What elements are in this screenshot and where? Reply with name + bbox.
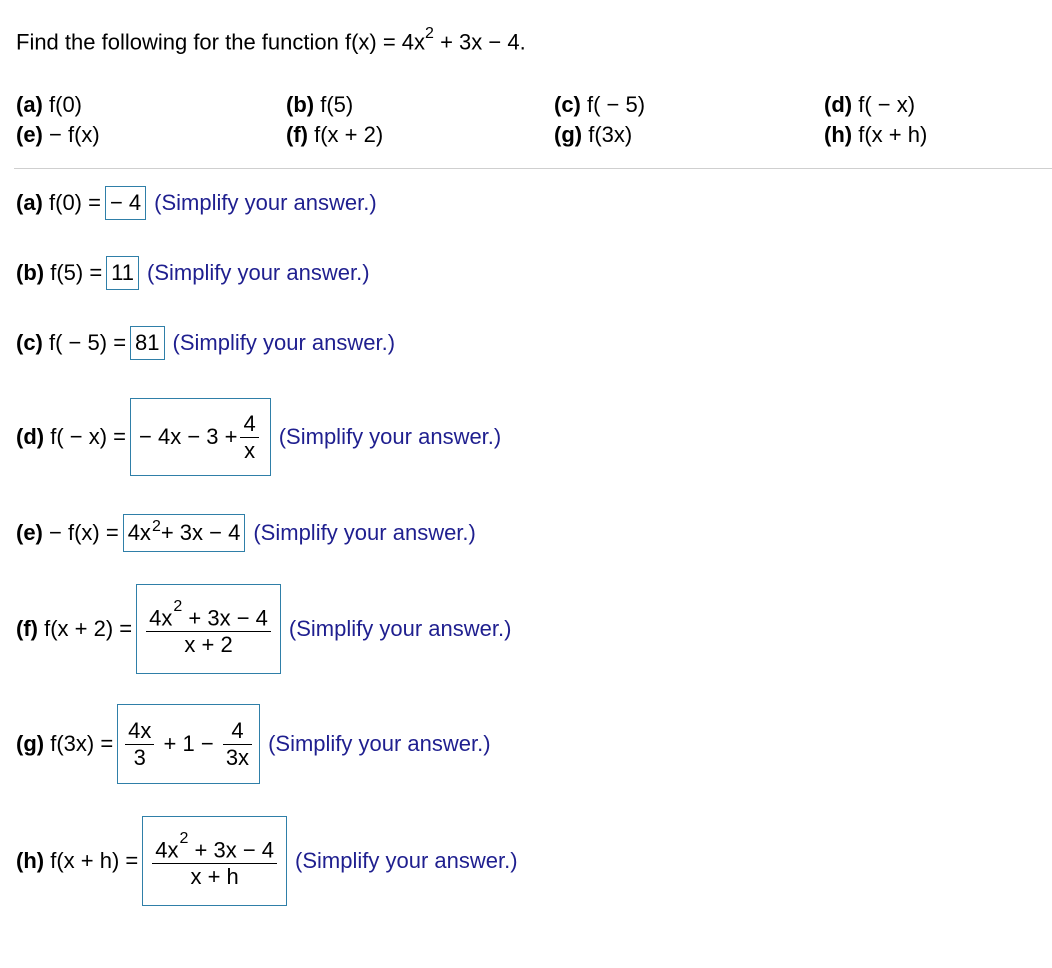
simplify-hint: (Simplify your answer.) xyxy=(295,848,518,873)
simplify-hint: (Simplify your answer.) xyxy=(172,330,396,355)
answer-lhs: − f(x) = xyxy=(42,520,119,545)
answer-base: 4x xyxy=(127,520,151,545)
answer-value: 81 xyxy=(135,330,160,355)
answer-value: − 4 xyxy=(109,190,142,215)
answer-lhs: f(x + h) = xyxy=(44,848,139,873)
answer-row-h xyxy=(16,816,518,906)
fraction xyxy=(125,718,154,771)
answer-value: 11 xyxy=(111,260,135,285)
part-letter: (a) xyxy=(16,92,43,117)
part-list-c xyxy=(554,92,645,118)
answer-row-f xyxy=(16,584,511,674)
answer-row-a xyxy=(16,186,377,220)
answer-lhs: f( − 5) = xyxy=(42,330,127,355)
simplify-hint: (Simplify your answer.) xyxy=(268,731,491,756)
question-prefix: Find the following for the function f(x) = 4x xyxy=(16,29,426,55)
answer-row-g xyxy=(16,704,491,784)
answer-letter: (g) xyxy=(16,731,45,756)
question-text xyxy=(16,25,526,55)
part-list-h xyxy=(824,122,927,148)
fraction-numerator: 4x xyxy=(128,717,152,743)
answer-row-e xyxy=(16,514,476,552)
part-expr: f(5) xyxy=(314,92,354,117)
answer-label xyxy=(16,731,113,757)
fraction-numerator: 4 xyxy=(231,717,244,743)
answer-letter: (b) xyxy=(16,260,45,285)
fraction-denominator: x + h xyxy=(190,864,239,890)
part-expr: f(0) xyxy=(42,92,83,117)
answer-letter: (e) xyxy=(16,520,43,545)
part-list-a xyxy=(16,92,82,118)
part-letter: (f) xyxy=(286,122,308,147)
answer-letter: (f) xyxy=(16,616,38,641)
fraction xyxy=(146,597,271,658)
simplify-hint: (Simplify your answer.) xyxy=(278,424,502,449)
answer-row-c xyxy=(16,326,395,360)
answer-lhs: f(0) = xyxy=(42,190,101,215)
answer-box-h[interactable] xyxy=(142,816,287,906)
part-letter: (e) xyxy=(16,122,43,147)
answer-box-f[interactable] xyxy=(136,584,281,674)
part-letter: (b) xyxy=(286,92,315,117)
question-exponent: 2 xyxy=(425,25,434,42)
numerator-base: 4x xyxy=(155,837,179,863)
answer-letter: (c) xyxy=(16,330,43,355)
part-letter: (g) xyxy=(554,122,583,147)
fraction xyxy=(223,718,252,771)
numerator-tail: + 3x − 4 xyxy=(182,605,268,631)
part-expr: f( − x) xyxy=(852,92,916,117)
answer-box-a[interactable] xyxy=(105,186,146,220)
part-list-b xyxy=(286,92,353,118)
part-expr: f( − 5) xyxy=(580,92,646,117)
part-list-g xyxy=(554,122,632,148)
answer-letter: (h) xyxy=(16,848,45,873)
fraction-denominator: 3 xyxy=(133,744,146,770)
answer-label xyxy=(16,616,132,642)
section-divider xyxy=(14,168,1052,169)
answer-exponent: 2 xyxy=(151,518,161,535)
simplify-hint: (Simplify your answer.) xyxy=(154,190,377,215)
part-list-e xyxy=(16,122,100,148)
simplify-hint: (Simplify your answer.) xyxy=(253,520,476,545)
fraction-denominator: x + 2 xyxy=(184,632,233,658)
answer-letter: (d) xyxy=(16,424,45,449)
answer-lhs: f(x + 2) = xyxy=(37,616,133,641)
numerator-base: 4x xyxy=(149,605,173,631)
answer-row-b xyxy=(16,256,370,290)
answer-box-c[interactable] xyxy=(130,326,164,360)
answer-label xyxy=(16,260,102,286)
question-suffix: + 3x − 4. xyxy=(433,29,526,55)
part-list-d xyxy=(824,92,915,118)
answer-label xyxy=(16,520,119,546)
answer-lhs: f( − x) = xyxy=(44,424,127,449)
numerator-exponent: 2 xyxy=(173,597,183,615)
part-letter: (h) xyxy=(824,122,853,147)
answer-lhs: f(5) = xyxy=(44,260,103,285)
part-expr: f(3x) xyxy=(582,122,633,147)
answer-box-b[interactable] xyxy=(106,256,139,290)
part-letter: (d) xyxy=(824,92,853,117)
answer-label xyxy=(16,190,101,216)
fraction xyxy=(240,411,258,464)
fraction-numerator xyxy=(146,597,271,631)
answer-box-d[interactable] xyxy=(130,398,271,476)
part-letter: (c) xyxy=(554,92,581,117)
part-list-f xyxy=(286,122,383,148)
answer-lhs: f(3x) = xyxy=(44,731,114,756)
fraction-denominator: 3x xyxy=(225,744,250,770)
answer-box-g[interactable] xyxy=(117,704,260,784)
answer-mid: + 1 − xyxy=(157,731,220,756)
part-expr: − f(x) xyxy=(42,122,100,147)
numerator-exponent: 2 xyxy=(179,829,189,847)
numerator-tail: + 3x − 4 xyxy=(188,837,275,863)
simplify-hint: (Simplify your answer.) xyxy=(147,260,370,285)
part-expr: f(x + 2) xyxy=(307,122,384,147)
fraction-numerator xyxy=(152,829,277,863)
answer-label xyxy=(16,330,126,356)
answer-lead: − 4x − 3 + xyxy=(139,424,238,449)
answer-label xyxy=(16,424,126,450)
answer-box-e[interactable] xyxy=(123,514,246,552)
answer-letter: (a) xyxy=(16,190,43,215)
simplify-hint: (Simplify your answer.) xyxy=(288,616,512,641)
answer-tail: + 3x − 4 xyxy=(160,520,241,545)
fraction-numerator: 4 xyxy=(243,410,256,436)
part-expr: f(x + h) xyxy=(852,122,928,147)
answer-label xyxy=(16,848,138,874)
fraction-denominator: x xyxy=(244,437,256,463)
fraction xyxy=(152,829,277,890)
answer-row-d xyxy=(16,398,501,476)
